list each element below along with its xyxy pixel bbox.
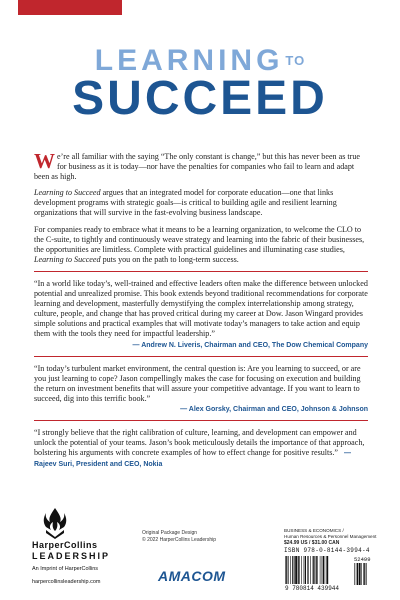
red-tab-bar: [18, 0, 122, 15]
addon-bar: [361, 563, 362, 585]
isbn: ISBN 978-0-8144-3994-4: [284, 547, 370, 554]
quote-text: “I strongly believe that the right calibration of culture, learning, and development can empower and unlock the potential of your teams. Jason’s book meticulously details the importance of that approach, bolstering his arguments with concrete examples of how to effect change for positive results.” — Rajeev Suri, President and CEO, Nokia: [34, 427, 365, 469]
barcode-bar: [288, 556, 289, 584]
addon-bar: [359, 563, 361, 585]
addon-bar: [356, 563, 357, 585]
quote-attribution: — Rajeev Suri, President and CEO, Nokia: [34, 450, 352, 469]
publisher-name: HarperCollins: [32, 540, 98, 550]
barcode-bar: [295, 556, 297, 584]
barcode-bar: [299, 556, 300, 584]
barcode-bar: [314, 556, 315, 584]
quote-text: “In today’s turbulent market environment, the central question is: Are you learning to succeed, or are you just learning to cope? Jason compellingly makes the case for focusing on execution and building the return on investment benefits that will assure your competitive advantage. If you want to learn to succeed, dig into this terrific book.”: [34, 363, 361, 403]
barcode-bar: [294, 556, 295, 584]
intro-paragraph-2: Learning to Succeed argues that an integrated model for corporate education—one that links development programs with strategic goals—is critical to building agile and resilient learning organizations that will survive in the fast-evolving business landscape.: [34, 188, 337, 218]
barcode-bar: [298, 556, 299, 584]
divider-rule: [34, 271, 368, 272]
barcode-bar: [320, 556, 321, 584]
publisher-imprint-name: LEADERSHIP: [32, 551, 111, 561]
barcode-bar: [317, 556, 318, 584]
quote-attribution: — Alex Gorsky, Chairman and CEO, Johnson & Johnson: [180, 405, 368, 413]
divider-rule: [34, 356, 368, 357]
cover-footer: [0, 500, 400, 600]
barcode-number: 9 780814 439944: [285, 585, 340, 591]
title-line-2: SUCCEED: [72, 72, 328, 125]
addon-number: 52499: [354, 556, 371, 563]
title-to: TO: [285, 53, 306, 68]
barcode-bar: [316, 556, 317, 584]
barcode: [283, 555, 377, 591]
barcode-bars: [285, 556, 328, 584]
barcode-bar: [310, 556, 311, 584]
addon-bar: [357, 563, 358, 585]
barcode-bar: [305, 556, 306, 584]
back-cover-copy: [34, 149, 368, 470]
publisher-imprint-note: An Imprint of HarperCollins: [32, 566, 99, 572]
endorsement-quote: [34, 364, 368, 414]
divider-rule: [34, 420, 368, 421]
endorsement-quote: [34, 279, 368, 350]
package-design-credit: Original Package Design © 2022 HarperCollins Leadership: [142, 530, 217, 543]
barcode-bar: [286, 556, 287, 584]
amacom-logo: AMACOM: [158, 568, 226, 584]
barcode-bar: [323, 556, 324, 584]
barcode-bar: [292, 556, 293, 584]
barcode-bar: [301, 556, 302, 584]
barcode-bar: [326, 556, 328, 584]
price: $24.99 US / $31.00 CAN: [284, 540, 340, 546]
harpercollins-flame-icon: [42, 506, 68, 540]
addon-bar: [364, 563, 365, 585]
title-learning: LEARNING: [94, 44, 284, 77]
intro-paragraph-1: We’re all familiar with the saying “The only constant is change,” but this has never been as true for business as it is today—nor have the penalties for companies who fail to learn and adapt been as high.: [34, 149, 360, 182]
barcode-bar: [304, 556, 305, 584]
addon-bar: [366, 563, 367, 585]
barcode-bar: [313, 556, 314, 584]
barcode-bar: [290, 556, 291, 584]
addon-bar: [354, 563, 355, 585]
barcode-bar: [285, 556, 286, 584]
drop-cap: W: [34, 149, 55, 173]
publisher-url: harpercollinsleadership.com: [32, 579, 101, 585]
addon-bars: [354, 563, 367, 585]
barcode-bar: [308, 556, 309, 584]
book-title-italic: Learning to Succeed: [34, 254, 101, 264]
bisac-category: BUSINESS & ECONOMICS / Human Resources & Personnel Management: [284, 528, 377, 539]
barcode-bar: [322, 556, 323, 584]
endorsement-quote: [34, 428, 368, 470]
addon-bar: [363, 563, 364, 585]
quote-attribution: — Andrew N. Liveris, Chairman and CEO, The Dow Chemical Company: [132, 341, 368, 349]
barcode-bar: [325, 556, 326, 584]
barcode-bar: [307, 556, 308, 584]
book-title-italic: Learning to Succeed: [34, 188, 101, 198]
intro-paragraph-3: For companies ready to embrace what it means to be a learning organization, to welcome the CLO to the C-suite, to tightly and continuously weave strategy and learning into the fabric of their businesses, the opportunities are limitless. Complete with practical guidelines and illuminating case studies, Learning to Succeed puts you on the path to long-term success.: [34, 224, 365, 264]
quote-text: “In a world like today’s, well-trained and effective leaders often make the difference between unlocked potential and unrealized promise. This book extends beyond traditional recommendations for corporate learning and development, masterfully demystifying the complex interrelationship among strategy, culture, people, and change that has proved critical during my career at Dow. Jason Wingard provides simple solutions and practical examples that will motivate today’s managers to take action and equip them with the tools they need for impactful leadership.”: [34, 278, 368, 339]
